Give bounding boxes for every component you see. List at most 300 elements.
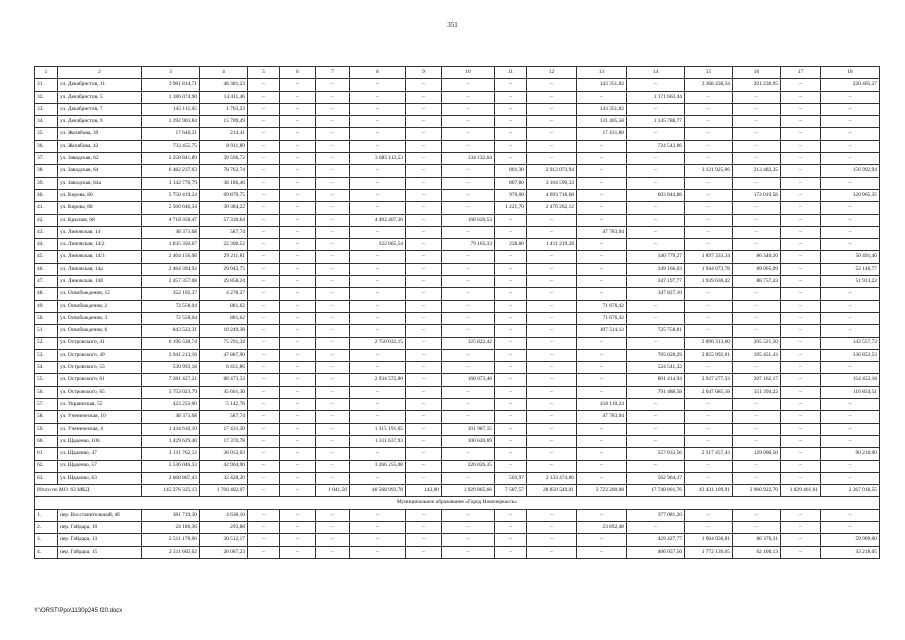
- table-cell: –: [577, 153, 627, 165]
- table-cell: –: [527, 91, 577, 103]
- table-cell: –: [821, 312, 880, 324]
- table-cell: 6 196 538,74: [142, 337, 200, 349]
- table-cell: –: [280, 521, 316, 533]
- table-cell: –: [248, 91, 280, 103]
- table-cell: 62.: [35, 460, 58, 472]
- table-cell: 1 772 139,05: [685, 546, 733, 558]
- table-cell: –: [280, 165, 316, 177]
- table-cell: 2 912 073,94: [527, 165, 577, 177]
- address-cell: ул. Декабристов, 11: [58, 79, 142, 91]
- table-row: [35, 103, 880, 115]
- table-cell: –: [627, 399, 685, 411]
- total-cell: 1 929 865,66: [442, 485, 495, 497]
- table-cell: –: [733, 472, 781, 484]
- table-cell: –: [781, 337, 821, 349]
- table-cell: –: [248, 79, 280, 91]
- table-cell: –: [350, 472, 406, 484]
- address-cell: ул. Щаденко, 57: [58, 460, 142, 472]
- address-cell: ул. Украинская, 55: [58, 399, 142, 411]
- table-cell: –: [821, 226, 880, 238]
- table-cell: –: [781, 153, 821, 165]
- table-cell: –: [733, 460, 781, 472]
- table-cell: 4 693 718,68: [527, 189, 577, 201]
- table-cell: –: [350, 362, 406, 374]
- table-cell: –: [781, 374, 821, 386]
- table-cell: 88 757,43: [733, 276, 781, 288]
- address-cell: ул. Желябова, 39: [58, 128, 142, 140]
- table-cell: 3 368 438,34: [685, 79, 733, 91]
- table-cell: –: [442, 91, 495, 103]
- table-cell: 3 142 776,79: [142, 177, 200, 189]
- table-cell: –: [685, 472, 733, 484]
- table-cell: –: [316, 239, 350, 251]
- table-cell: 2 470 262,12: [527, 202, 577, 214]
- table-cell: –: [495, 460, 527, 472]
- table-cell: 4 278,27: [200, 288, 248, 300]
- address-cell: ул. Освобождения, 6: [58, 325, 142, 337]
- table-cell: 17 431,30: [200, 423, 248, 435]
- table-cell: –: [685, 153, 733, 165]
- table-cell: –: [821, 140, 880, 152]
- table-cell: –: [527, 546, 577, 558]
- table-cell: –: [248, 214, 280, 226]
- table-cell: –: [781, 165, 821, 177]
- table-cell: 970,00: [495, 189, 527, 201]
- total-row: [35, 485, 880, 497]
- table-cell: 1 434 610,10: [142, 423, 200, 435]
- table-cell: –: [406, 189, 442, 201]
- table-cell: –: [442, 288, 495, 300]
- table-cell: –: [821, 399, 880, 411]
- table-cell: –: [316, 214, 350, 226]
- table-cell: –: [248, 362, 280, 374]
- table-cell: –: [527, 140, 577, 152]
- table-cell: 52.: [35, 337, 58, 349]
- table-cell: –: [406, 300, 442, 312]
- table-cell: 47 783,94: [577, 411, 627, 423]
- page-number: 351: [447, 21, 458, 29]
- table-cell: 2 464 394,92: [142, 263, 200, 275]
- table-cell: –: [442, 472, 495, 484]
- table-cell: –: [248, 300, 280, 312]
- table-cell: –: [527, 276, 577, 288]
- table-cell: –: [781, 349, 821, 361]
- total-cell: 43 431 109,91: [685, 485, 733, 497]
- table-cell: 347 827,10: [627, 288, 685, 300]
- table-cell: 2 668 867,43: [142, 472, 200, 484]
- table-cell: –: [406, 325, 442, 337]
- table-cell: –: [781, 140, 821, 152]
- table-cell: 33.: [35, 103, 58, 115]
- table-cell: –: [821, 103, 880, 115]
- table-cell: –: [577, 448, 627, 460]
- table-cell: –: [316, 189, 350, 201]
- table-row: [35, 239, 880, 251]
- table-cell: –: [495, 435, 527, 447]
- header-cell: 12: [527, 67, 577, 79]
- header-cell: 17: [781, 67, 821, 79]
- table-cell: –: [406, 399, 442, 411]
- table-cell: 1 186 074,90: [142, 91, 200, 103]
- table-row: [35, 435, 880, 447]
- table-cell: –: [280, 411, 316, 423]
- table-cell: –: [280, 276, 316, 288]
- table-cell: 293,88: [200, 521, 248, 533]
- table-cell: –: [685, 202, 733, 214]
- address-cell: ул. Щаденко, 47: [58, 448, 142, 460]
- table-cell: –: [495, 263, 527, 275]
- table-cell: 17 646,21: [142, 128, 200, 140]
- table-cell: 502 964,37: [627, 472, 685, 484]
- address-cell: ул. Островского, 65: [58, 386, 142, 398]
- table-cell: –: [527, 509, 577, 521]
- table-cell: 52 146,77: [821, 263, 880, 275]
- table-cell: –: [495, 300, 527, 312]
- header-cell: 3: [142, 67, 200, 79]
- table-cell: –: [627, 521, 685, 533]
- table-cell: –: [527, 312, 577, 324]
- table-cell: 5 142,76: [200, 399, 248, 411]
- table-cell: –: [280, 214, 316, 226]
- table-cell: 1 221,70: [495, 202, 527, 214]
- table-cell: –: [821, 325, 880, 337]
- table-cell: –: [316, 165, 350, 177]
- table-cell: –: [781, 460, 821, 472]
- table-cell: –: [248, 140, 280, 152]
- table-cell: 6 451,86: [200, 362, 248, 374]
- table-cell: –: [495, 349, 527, 361]
- table-cell: –: [495, 411, 527, 423]
- table-cell: –: [781, 312, 821, 324]
- table-cell: –: [406, 337, 442, 349]
- table-cell: 168 073,46: [442, 374, 495, 386]
- table-cell: –: [527, 116, 577, 128]
- table-cell: 530 993,18: [142, 362, 200, 374]
- table-cell: –: [280, 79, 316, 91]
- table-cell: –: [406, 165, 442, 177]
- table-cell: –: [280, 312, 316, 324]
- table-cell: –: [733, 509, 781, 521]
- header-cell: 5: [248, 67, 280, 79]
- table-cell: –: [280, 374, 316, 386]
- table-cell: –: [350, 189, 406, 201]
- table-cell: –: [316, 374, 350, 386]
- table-cell: –: [280, 448, 316, 460]
- table-cell: –: [406, 386, 442, 398]
- table-cell: –: [442, 202, 495, 214]
- table-cell: –: [527, 288, 577, 300]
- table-cell: 733 455,75: [142, 140, 200, 152]
- table-cell: –: [627, 153, 685, 165]
- table-cell: 48.: [35, 288, 58, 300]
- table-row: [35, 411, 880, 423]
- address-cell: пер. Гайдара, 15: [58, 546, 142, 558]
- table-cell: 2 317 457,43: [685, 448, 733, 460]
- table-cell: 3 085 112,53: [350, 153, 406, 165]
- table-cell: –: [627, 214, 685, 226]
- table-cell: –: [781, 534, 821, 546]
- table-cell: 352 105,37: [142, 288, 200, 300]
- table-cell: 50 491,46: [821, 251, 880, 263]
- table-cell: 28 087,23: [200, 546, 248, 558]
- table-cell: –: [350, 399, 406, 411]
- table-cell: 228,80: [495, 239, 527, 251]
- table-cell: –: [781, 325, 821, 337]
- table-cell: –: [495, 546, 527, 558]
- table-row: [35, 546, 880, 558]
- table-cell: 423 253,00: [142, 399, 200, 411]
- table-cell: –: [248, 226, 280, 238]
- table-cell: 3 131 762,12: [142, 448, 200, 460]
- table-cell: 43 218,05: [821, 546, 880, 558]
- table-cell: –: [442, 448, 495, 460]
- table-cell: –: [248, 103, 280, 115]
- table-cell: –: [495, 79, 527, 91]
- table-cell: –: [350, 177, 406, 189]
- header-cell: 15: [685, 67, 733, 79]
- table-row: [35, 189, 880, 201]
- table-cell: 212 482,35: [733, 165, 781, 177]
- table-cell: –: [248, 448, 280, 460]
- total-cell: 1 029 461,61: [781, 485, 821, 497]
- table-cell: –: [685, 411, 733, 423]
- table-cell: –: [495, 251, 527, 263]
- table-cell: –: [350, 312, 406, 324]
- table-cell: –: [495, 288, 527, 300]
- table-cell: 2 934 572,80: [350, 374, 406, 386]
- table-cell: –: [248, 534, 280, 546]
- table-cell: 154 453,18: [821, 374, 880, 386]
- table-cell: –: [685, 239, 733, 251]
- table-cell: 30 384,22: [200, 202, 248, 214]
- table-cell: –: [406, 79, 442, 91]
- table-cell: 340 779,27: [627, 251, 685, 263]
- table-cell: –: [527, 300, 577, 312]
- table-cell: 41.: [35, 202, 58, 214]
- table-cell: –: [350, 276, 406, 288]
- table-cell: –: [781, 448, 821, 460]
- table-cell: –: [527, 325, 577, 337]
- table-cell: –: [350, 325, 406, 337]
- table-cell: –: [350, 140, 406, 152]
- table-cell: –: [316, 399, 350, 411]
- table-cell: –: [442, 140, 495, 152]
- table-cell: –: [733, 177, 781, 189]
- table-cell: –: [442, 312, 495, 324]
- table-cell: –: [248, 349, 280, 361]
- table-cell: –: [316, 288, 350, 300]
- table-cell: –: [350, 79, 406, 91]
- table-cell: 14 411,46: [200, 91, 248, 103]
- table-row: [35, 349, 880, 361]
- table-cell: 226 826,35: [442, 460, 495, 472]
- table-cell: –: [577, 362, 627, 374]
- table-cell: –: [350, 263, 406, 275]
- table-cell: –: [733, 325, 781, 337]
- table-cell: –: [280, 349, 316, 361]
- table-cell: 557 033,56: [627, 448, 685, 460]
- table-cell: –: [406, 521, 442, 533]
- table-cell: 201 238,05: [733, 79, 781, 91]
- table-cell: 48 371,68: [142, 411, 200, 423]
- table-cell: –: [350, 300, 406, 312]
- table-cell: 406 057,56: [627, 546, 685, 558]
- table-cell: –: [733, 128, 781, 140]
- table-cell: 524 541,32: [627, 362, 685, 374]
- table-cell: 143 557,73: [821, 337, 880, 349]
- address-cell: ул. Заводская, 62: [58, 153, 142, 165]
- table-cell: 151 394,22: [733, 386, 781, 398]
- table-cell: 587,74: [200, 411, 248, 423]
- table-cell: –: [821, 177, 880, 189]
- table-cell: –: [527, 337, 577, 349]
- table-cell: –: [821, 460, 880, 472]
- table-cell: –: [733, 362, 781, 374]
- table-cell: 71 676,42: [577, 300, 627, 312]
- table-cell: –: [685, 128, 733, 140]
- table-cell: 50.: [35, 312, 58, 324]
- table-cell: –: [733, 300, 781, 312]
- table-cell: 4 718 358,47: [142, 214, 200, 226]
- address-cell: пер. Гайдара, 10: [58, 521, 142, 533]
- table-row: [35, 276, 880, 288]
- table-cell: –: [248, 312, 280, 324]
- table-cell: –: [577, 214, 627, 226]
- table-cell: –: [280, 140, 316, 152]
- table-cell: –: [495, 226, 527, 238]
- table-cell: 5 750 419,24: [142, 189, 200, 201]
- table-cell: 54.: [35, 362, 58, 374]
- table-cell: –: [406, 349, 442, 361]
- table-cell: –: [781, 386, 821, 398]
- table-cell: 6 482 237,63: [142, 165, 200, 177]
- table-cell: –: [350, 116, 406, 128]
- table-cell: –: [248, 399, 280, 411]
- table-cell: –: [781, 239, 821, 251]
- table-cell: –: [627, 300, 685, 312]
- table-cell: –: [316, 386, 350, 398]
- table-cell: –: [685, 509, 733, 521]
- table-cell: –: [316, 263, 350, 275]
- table-cell: –: [781, 103, 821, 115]
- table-cell: –: [821, 239, 880, 251]
- table-cell: –: [248, 325, 280, 337]
- table-cell: 2.: [35, 521, 58, 533]
- table-cell: –: [821, 128, 880, 140]
- table-cell: –: [733, 411, 781, 423]
- table-cell: –: [527, 349, 577, 361]
- table-cell: –: [495, 374, 527, 386]
- table-cell: –: [350, 386, 406, 398]
- table-cell: –: [495, 91, 527, 103]
- table-cell: –: [248, 546, 280, 558]
- table-cell: –: [577, 91, 627, 103]
- table-row: [35, 91, 880, 103]
- table-cell: 31.: [35, 79, 58, 91]
- table-cell: 2 855 992,01: [685, 349, 733, 361]
- table-cell: 75 291,34: [200, 337, 248, 349]
- table-cell: –: [280, 460, 316, 472]
- table-cell: –: [406, 362, 442, 374]
- table-cell: –: [406, 435, 442, 447]
- table-cell: –: [577, 189, 627, 201]
- table-cell: 377 081,20: [627, 509, 685, 521]
- table-cell: –: [406, 509, 442, 521]
- table-cell: –: [406, 177, 442, 189]
- table-cell: –: [316, 472, 350, 484]
- table-cell: –: [248, 337, 280, 349]
- table-cell: 136 853,53: [821, 349, 880, 361]
- total-cell: 2 723 200,08: [577, 485, 627, 497]
- table-cell: –: [316, 546, 350, 558]
- table-cell: 72 558,04: [142, 300, 200, 312]
- table-cell: –: [685, 214, 733, 226]
- table-cell: –: [685, 435, 733, 447]
- table-cell: –: [316, 460, 350, 472]
- table-cell: 1 835 350,67: [142, 239, 200, 251]
- table-cell: –: [781, 202, 821, 214]
- table-row: [35, 226, 880, 238]
- address-cell: ул. Островского, 53: [58, 362, 142, 374]
- table-cell: –: [280, 337, 316, 349]
- table-cell: –: [316, 103, 350, 115]
- table-cell: 56.: [35, 386, 58, 398]
- table-cell: –: [248, 374, 280, 386]
- table-cell: 3 536 046,33: [142, 460, 200, 472]
- table-cell: 63.: [35, 472, 58, 484]
- table-cell: –: [442, 251, 495, 263]
- table-cell: –: [627, 337, 685, 349]
- table-cell: 55.: [35, 374, 58, 386]
- table-cell: 47.: [35, 276, 58, 288]
- header-cell: 6: [280, 67, 316, 79]
- table-cell: –: [406, 448, 442, 460]
- table-cell: –: [577, 165, 627, 177]
- table-cell: –: [495, 312, 527, 324]
- table-cell: 1 145 788,77: [627, 116, 685, 128]
- table-cell: –: [406, 116, 442, 128]
- table-cell: 86 376,31: [733, 534, 781, 546]
- table-cell: –: [248, 251, 280, 263]
- table-row: [35, 202, 880, 214]
- table-row: [35, 325, 880, 337]
- table-cell: –: [406, 226, 442, 238]
- table-cell: –: [781, 546, 821, 558]
- table-row: [35, 214, 880, 226]
- table-cell: –: [442, 276, 495, 288]
- table-cell: 51 913,22: [821, 276, 880, 288]
- total-cell: 1 041,50: [316, 485, 350, 497]
- table-cell: –: [442, 509, 495, 521]
- table-cell: 3 266 255,08: [350, 460, 406, 472]
- table-cell: –: [350, 546, 406, 558]
- table-row: [35, 472, 880, 484]
- table-cell: –: [685, 521, 733, 533]
- table-cell: 39 596,72: [200, 153, 248, 165]
- table-cell: 37.: [35, 153, 58, 165]
- table-cell: 36.: [35, 140, 58, 152]
- table-cell: 2 133 474,86: [527, 472, 577, 484]
- table-cell: 2 647 685,18: [685, 386, 733, 398]
- table-cell: –: [821, 214, 880, 226]
- table-cell: –: [406, 534, 442, 546]
- table-row: [35, 79, 880, 91]
- table-cell: 23 892,48: [577, 521, 627, 533]
- table-cell: –: [442, 116, 495, 128]
- table-cell: 49.: [35, 300, 58, 312]
- table-cell: –: [280, 325, 316, 337]
- table-row: [35, 116, 880, 128]
